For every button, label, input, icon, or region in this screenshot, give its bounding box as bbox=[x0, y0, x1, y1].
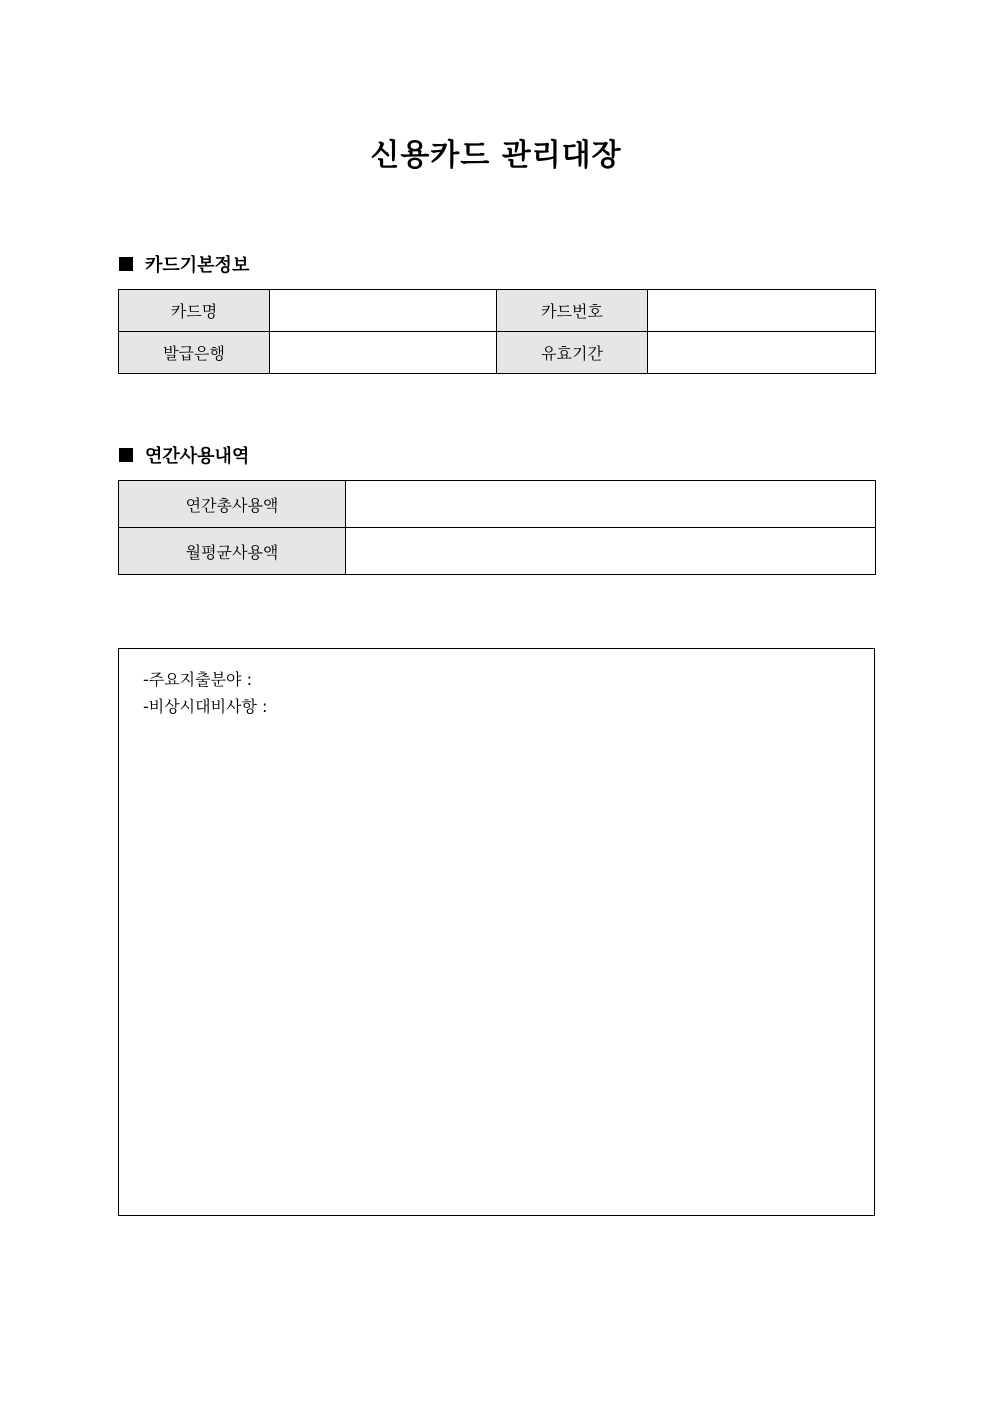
issuing-bank-label: 발급은행 bbox=[119, 332, 270, 374]
monthly-average-label: 월평균사용액 bbox=[119, 528, 346, 575]
expiry-date-label: 유효기간 bbox=[497, 332, 648, 374]
annual-total-label: 연간총사용액 bbox=[119, 481, 346, 528]
card-number-label: 카드번호 bbox=[497, 290, 648, 332]
square-bullet-icon bbox=[119, 448, 133, 462]
card-info-heading bbox=[119, 252, 249, 276]
usage-heading bbox=[119, 443, 249, 467]
table-row bbox=[119, 290, 876, 332]
annual-total-field[interactable] bbox=[346, 481, 876, 528]
usage-heading-text: 연간사용내역 bbox=[145, 446, 250, 467]
square-bullet-icon bbox=[119, 257, 133, 271]
usage-table bbox=[118, 480, 876, 575]
card-name-label: 카드명 bbox=[119, 290, 270, 332]
table-row bbox=[119, 528, 876, 575]
expiry-date-field[interactable] bbox=[648, 332, 876, 374]
table-row bbox=[119, 332, 876, 374]
issuing-bank-field[interactable] bbox=[270, 332, 497, 374]
table-row bbox=[119, 481, 876, 528]
document-title: 신용카드 관리대장 bbox=[370, 138, 622, 173]
main-spending-line: -주요지출분야 : bbox=[143, 670, 252, 689]
emergency-plan-line: -비상시대비사항 : bbox=[143, 697, 268, 716]
memo-box[interactable] bbox=[118, 648, 875, 1216]
card-info-heading-text: 카드기본정보 bbox=[145, 255, 250, 276]
card-number-field[interactable] bbox=[648, 290, 876, 332]
monthly-average-field[interactable] bbox=[346, 528, 876, 575]
card-info-table bbox=[118, 289, 876, 374]
card-name-field[interactable] bbox=[270, 290, 497, 332]
